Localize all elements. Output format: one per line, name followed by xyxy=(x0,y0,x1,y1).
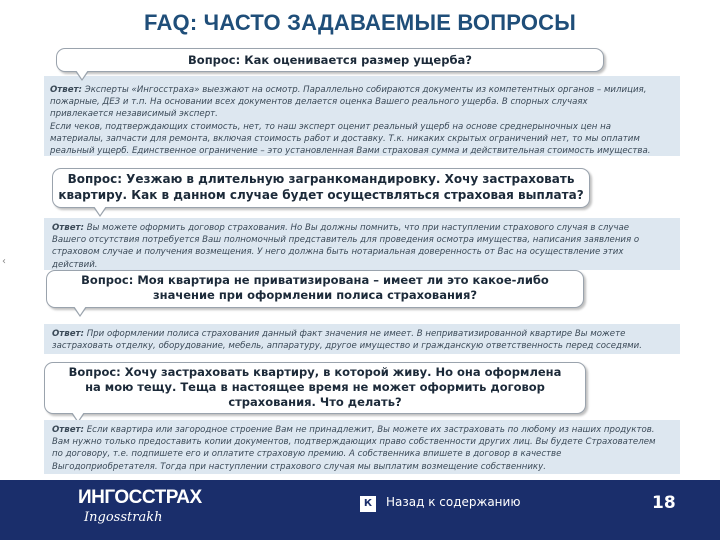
question-text-3a: Вопрос: Моя квартира не приватизирована – имеет ли это какое-либо xyxy=(81,273,549,287)
answer-text-1: Ответ: Эксперты «Ингосстраха» выезжают на осмотр. Параллельно собираются документы из компетентных органов – милиция, пожарные, ДЕЗ и т.п. На основании всех документов делается оценка Вашего реального ущерба. В спорных случаях привлекается независимый эксперт. Если чеков, подтверждающих стоимость, нет, то наш эксперт оценит реальный ущерб на основе среднерыночных цен на материалы, запчасти для ремонта, включая стоимость работ и доставку. Т.к. никаких скрытых ограничений нет, то мы оплатим реальный ущерб. Единственное ограничение – это установленная Вами страховая сумма и действительная стоимость имущества. xyxy=(50,85,651,157)
footer-bar xyxy=(0,480,720,540)
page-number: 18 xyxy=(652,493,676,513)
logo-cyrillic: ИНГОССТРАХ xyxy=(78,487,202,508)
logo-latin: Ingosstrakh xyxy=(84,510,163,525)
answer-text-2: Ответ: Вы можете оформить договор страхования. Но Вы должны помнить, что при наступлении страхового случая в случае Вашего отсутствия потребуется Ваш полномочный представитель для проведения осмотра имущества, написания заявления о страховом случае и получения возмещения. У него должна быть нотариальная доверенность от Вас на осуществление этих действий. xyxy=(52,223,640,270)
question-text-2a: Вопрос: Уезжаю в длительную загранкомандировку. Хочу застраховать xyxy=(67,172,575,186)
ingosstrakh-logo xyxy=(78,487,202,525)
back-icon[interactable]: К xyxy=(360,496,376,512)
question-text-4a: Вопрос: Хочу застраховать квартиру, в которой живу. Но она оформлена xyxy=(68,365,562,379)
question-text-2b: квартиру. Как в данном случае будет осуществляться страховая выплата? xyxy=(58,188,584,202)
question-text-1: Вопрос: Как оценивается размер ущерба? xyxy=(188,53,472,67)
page-title: FAQ: ЧАСТО ЗАДАВАЕМЫЕ ВОПРОСЫ xyxy=(144,10,576,35)
answer-text-4: Ответ: Если квартира или загородное строение Вам не принадлежит, Вы можете их застраховать по любому из наших продуктов. Вам нужно только предоставить копии документов, подтверждающих право собственности других лиц. Вы будете Страхователем по договору, т.е. подпишете его и оплатите страховую премию. А собственника впишете в договор в качестве Выгодоприобретателя. Тогда при наступлении страхового случая мы выплатим возмещение собственнику. xyxy=(52,425,656,472)
question-text-4c: страхования. Что делать? xyxy=(228,395,402,409)
back-to-contents-link[interactable]: Назад к содержанию xyxy=(386,495,521,509)
question-bubble-2 xyxy=(52,168,590,208)
side-mark: ‹ xyxy=(2,256,6,267)
question-bubble-1 xyxy=(56,48,604,72)
answer-label: Ответ: xyxy=(50,85,82,95)
question-bubble-4 xyxy=(44,362,586,414)
question-bubble-3 xyxy=(46,270,584,308)
answer-text-3: Ответ: При оформлении полиса страхования данный факт значения не имеет. В неприватизированной квартире Вы можете застраховать отделку, оборудование, мебель, аппаратуру, другое имущество и гражданскую ответственность перед соседями. xyxy=(52,329,642,352)
question-text-4b: на мою тещу. Теща в настоящее время не может оформить договор xyxy=(85,380,545,394)
question-text-3b: значение при оформлении полиса страхования? xyxy=(152,288,478,302)
